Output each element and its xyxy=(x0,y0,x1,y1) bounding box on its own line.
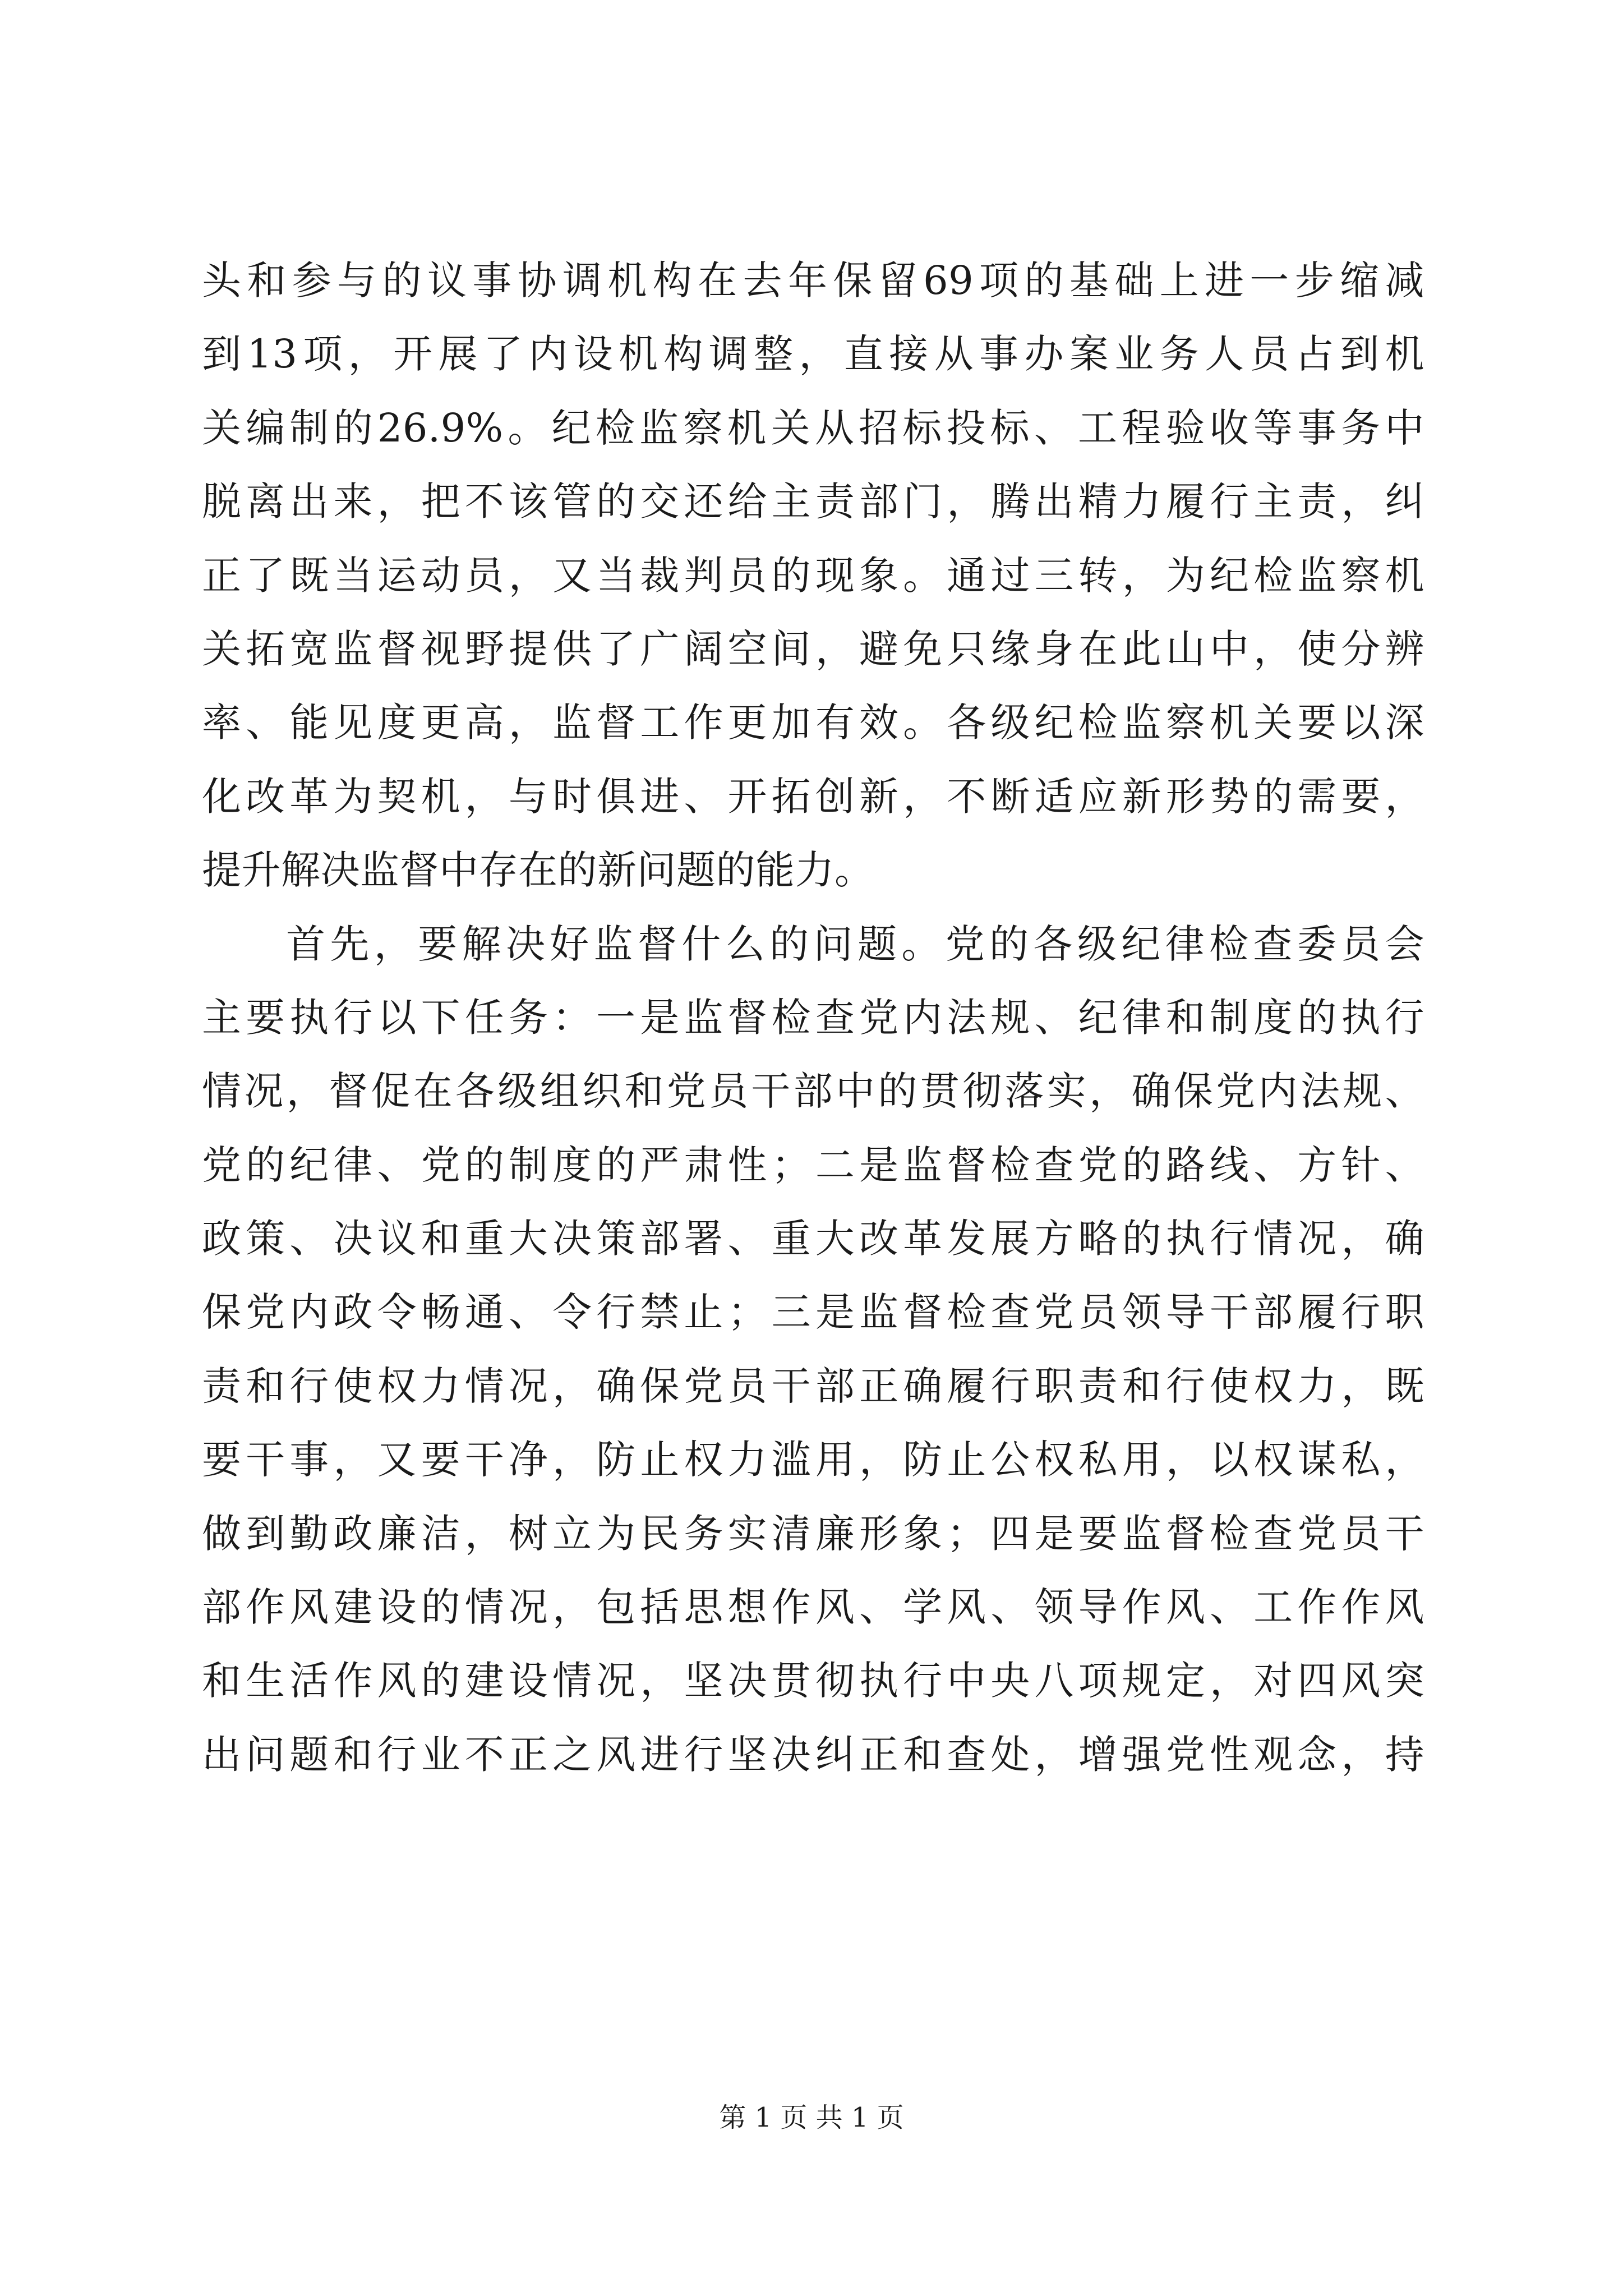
document-body xyxy=(202,244,1424,1792)
text-line: 政策、决议和重大决策部署、重大改革发展方略的执行情况，确 xyxy=(202,1216,1424,1262)
paragraph-1 xyxy=(202,244,1424,908)
text-line: 提升解决监督中存在的新问题的能力。 xyxy=(202,847,874,894)
text-line: 出问题和行业不正之风进行坚决纠正和查处，增强党性观念，持 xyxy=(202,1731,1424,1778)
text-line: 头和参与的议事协调机构在去年保留69项的基础上进一步缩减 xyxy=(202,257,1424,303)
text-line: 党的纪律、党的制度的严肃性；二是监督检查党的路线、方针、 xyxy=(202,1142,1424,1188)
text-line: 要干事，又要干净，防止权力滥用，防止公权私用，以权谋私， xyxy=(202,1437,1424,1483)
text-line: 脱离出来，把不该管的交还给主责部门，腾出精力履行主责，纠 xyxy=(202,478,1424,525)
paragraph-2 xyxy=(202,908,1424,1792)
text-line: 关拓宽监督视野提供了广阔空间，避免只缘身在此山中，使分辨 xyxy=(202,625,1424,672)
text-line: 做到勤政廉洁，树立为民务实清廉形象；四是要监督检查党员干 xyxy=(202,1510,1424,1557)
text-line: 正了既当运动员，又当裁判员的现象。通过三转，为纪检监察机 xyxy=(202,552,1424,599)
text-line: 和生活作风的建设情况，坚决贯彻执行中央八项规定，对四风突 xyxy=(202,1658,1424,1704)
text-line: 情况，督促在各级组织和党员干部中的贯彻落实，确保党内法规、 xyxy=(202,1068,1424,1115)
text-line: 化改革为契机，与时俱进、开拓创新，不断适应新形势的需要， xyxy=(202,773,1424,820)
text-line: 关编制的26.9%。纪检监察机关从招标投标、工程验收等事务中 xyxy=(202,404,1424,451)
text-line: 部作风建设的情况，包括思想作风、学风、领导作风、工作作风 xyxy=(202,1584,1424,1631)
text-line: 主要执行以下任务：一是监督检查党内法规、纪律和制度的执行 xyxy=(202,994,1424,1041)
text-line: 率、能见度更高，监督工作更加有效。各级纪检监察机关要以深 xyxy=(202,700,1424,746)
text-line: 到13项，开展了内设机构调整，直接从事办案业务人员占到机 xyxy=(202,331,1424,378)
text-line: 责和行使权力情况，确保党员干部正确履行职责和行使权力，既 xyxy=(202,1363,1424,1409)
text-line: 首先，要解决好监督什么的问题。党的各级纪律检查委员会 xyxy=(286,921,1424,967)
text-line: 保党内政令畅通、令行禁止；三是监督检查党员领导干部履行职 xyxy=(202,1289,1424,1336)
page-footer: 第 1 页 共 1 页 xyxy=(719,2102,904,2133)
